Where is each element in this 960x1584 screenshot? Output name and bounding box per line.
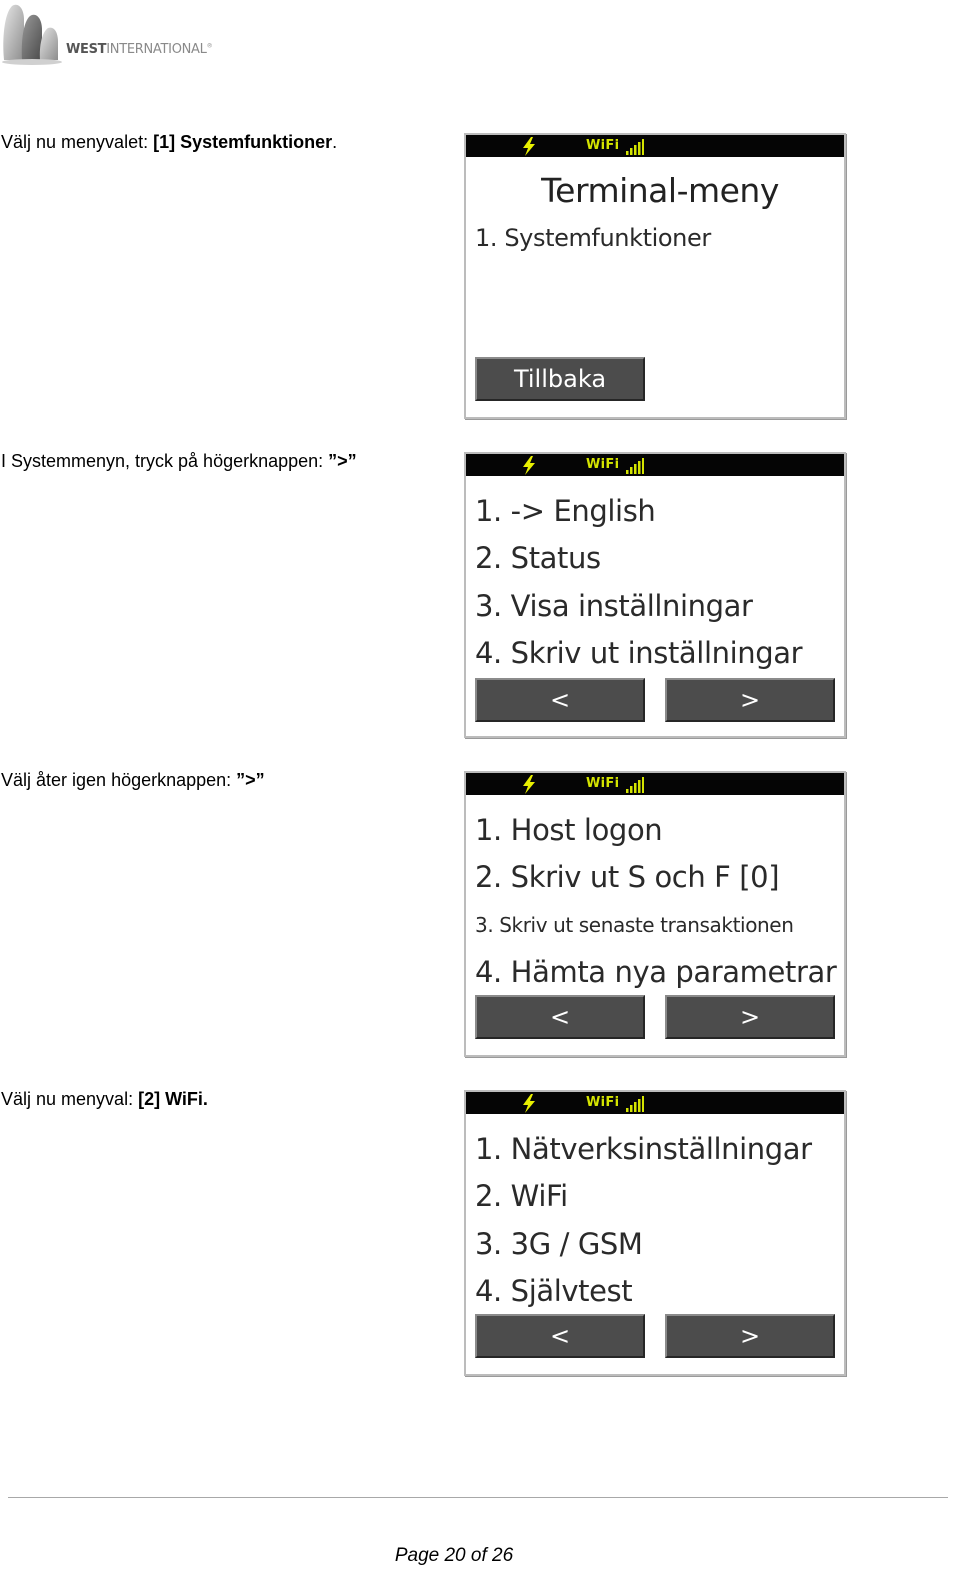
next-button[interactable]: > <box>665 678 835 722</box>
menu-item-natverksinstallningar[interactable]: 1. Nätverksinställningar <box>475 1132 812 1166</box>
prev-button[interactable]: < <box>475 1314 645 1358</box>
west-international-logo <box>0 0 240 70</box>
status-bar <box>466 454 844 476</box>
status-bar <box>466 1092 844 1114</box>
signal-strength-icon <box>626 1096 644 1112</box>
menu-item-hamta-nya-parametrar[interactable]: 4. Hämta nya parametrar <box>475 955 837 989</box>
battery-charging-bolt-icon <box>520 456 538 475</box>
terminal-screen-system-menu-3 <box>464 1090 846 1376</box>
instruction-2: I Systemmenyn, tryck på högerknappen: ”>” <box>1 451 357 471</box>
menu-item-status[interactable]: 2. Status <box>475 541 601 575</box>
battery-charging-bolt-icon <box>520 775 538 794</box>
instruction-4: Välj nu menyval: [2] WiFi. <box>1 1089 208 1109</box>
menu-item-visa-installningar[interactable]: 3. Visa inställningar <box>475 589 753 623</box>
terminal-screen-main-menu <box>464 133 846 419</box>
terminal-screen-system-menu-1 <box>464 452 846 738</box>
back-button[interactable]: Tillbaka <box>475 357 645 401</box>
signal-strength-icon <box>626 777 644 793</box>
footer-divider <box>8 1497 948 1498</box>
terminal-screen-system-menu-2 <box>464 771 846 1057</box>
page-number: Page 20 of 26 <box>394 1545 514 1566</box>
signal-strength-icon <box>626 458 644 474</box>
menu-item-skriv-ut-installningar[interactable]: 4. Skriv ut inställningar <box>475 636 803 670</box>
status-bar <box>466 135 844 157</box>
status-bar <box>466 773 844 795</box>
wifi-label: WiFi <box>586 457 620 472</box>
menu-item-sjalvtest[interactable]: 4. Självtest <box>475 1274 633 1308</box>
menu-item-host-logon[interactable]: 1. Host logon <box>475 813 663 847</box>
next-button[interactable]: > <box>665 995 835 1039</box>
logo-wordmark: WESTINTERNATIONAL® <box>66 42 213 57</box>
menu-item-english[interactable]: 1. -> English <box>475 494 656 528</box>
next-button[interactable]: > <box>665 1314 835 1358</box>
menu-item-3g-gsm[interactable]: 3. 3G / GSM <box>475 1227 643 1261</box>
menu-item-senaste-transaktionen[interactable]: 3. Skriv ut senaste transaktionen <box>475 913 794 937</box>
logo-mark-icon <box>0 0 64 66</box>
menu-item-systemfunktioner[interactable]: 1. Systemfunktioner <box>475 224 711 252</box>
instruction-1: Välj nu menyvalet: [1] Systemfunktioner. <box>1 132 338 152</box>
wifi-label: WiFi <box>586 1095 620 1110</box>
menu-item-wifi[interactable]: 2. WiFi <box>475 1179 568 1213</box>
wifi-label: WiFi <box>586 138 620 153</box>
wifi-label: WiFi <box>586 776 620 791</box>
prev-button[interactable]: < <box>475 995 645 1039</box>
instruction-3: Välj åter igen högerknappen: ”>” <box>1 770 265 790</box>
signal-strength-icon <box>626 139 644 155</box>
screen-title: Terminal-meny <box>541 171 779 210</box>
battery-charging-bolt-icon <box>520 1094 538 1113</box>
battery-charging-bolt-icon <box>520 137 538 156</box>
menu-item-skriv-ut-s-och-f[interactable]: 2. Skriv ut S och F [0] <box>475 860 780 894</box>
prev-button[interactable]: < <box>475 678 645 722</box>
